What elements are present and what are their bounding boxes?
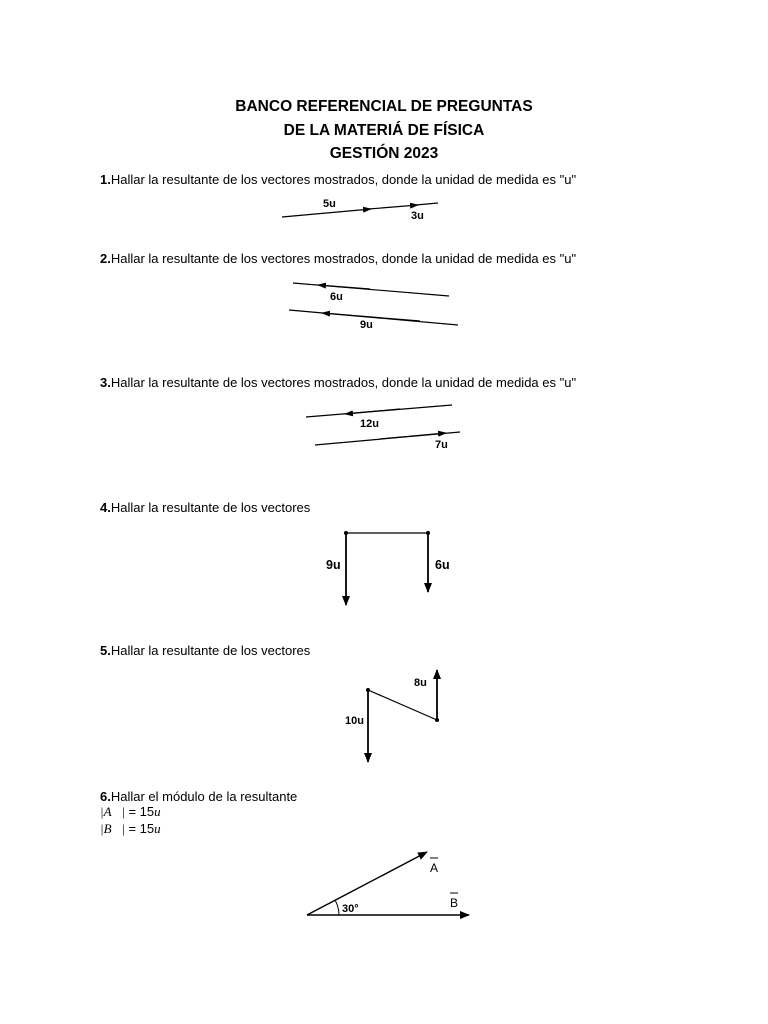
label-12u: 12u (360, 418, 379, 430)
joint-left (344, 531, 348, 535)
angle-arc (335, 900, 339, 915)
modulus-a-vector: |A⃗| (100, 804, 126, 819)
figure-1 (282, 198, 438, 222)
question-6-text: Hallar el módulo de la resultante (110, 789, 298, 804)
label-9u: 9u (360, 319, 373, 331)
joint-right (426, 531, 430, 535)
modulus-b-unit: u (154, 821, 161, 836)
figure-6 (307, 852, 469, 915)
question-1-number: 1. (100, 172, 111, 187)
vector-12u (345, 409, 400, 414)
label-8u: 8u (414, 677, 427, 689)
label-a: A (430, 861, 439, 875)
question-1-text: Hallar la resultante de los vectores mostrados, donde la unidad de medida es "u" (110, 172, 577, 187)
vector-5u (282, 209, 371, 217)
figure-4 (326, 531, 450, 605)
header-line-2: DE LA MATERIÁ DE FÍSICA (283, 122, 485, 139)
label-angle: 30° (342, 903, 359, 915)
label-6u-q4: 6u (435, 558, 450, 572)
vector-a (307, 852, 427, 915)
label-7u: 7u (435, 439, 448, 451)
question-3-text: Hallar la resultante de los vectores mostrados, donde la unidad de medida es "u" (110, 375, 577, 390)
question-2-text: Hallar la resultante de los vectores mostrados, donde la unidad de medida es "u" (110, 251, 577, 266)
joint-bottom (435, 718, 439, 722)
figure-3 (306, 405, 460, 451)
question-4-number: 4. (100, 500, 111, 515)
figure-5 (345, 670, 439, 762)
label-6u: 6u (330, 291, 343, 303)
label-3u: 3u (411, 210, 424, 222)
modulus-a-value: = 15 (128, 804, 155, 819)
question-5-number: 5. (100, 643, 111, 658)
label-9u-q4: 9u (326, 558, 341, 572)
header-line-1: BANCO REFERENCIAL DE PREGUNTAS (235, 98, 533, 115)
header-line-3: GESTIÓN 2023 (329, 145, 439, 162)
joint-top (366, 688, 370, 692)
question-5-text: Hallar la resultante de los vectores (110, 643, 311, 658)
label-b: B (450, 896, 459, 910)
question-3-number: 3. (100, 375, 111, 390)
vector-6u (318, 285, 370, 289)
figure-2 (289, 283, 458, 331)
question-2-number: 2. (100, 251, 111, 266)
label-10u: 10u (345, 715, 364, 727)
connector-diagonal (368, 690, 437, 720)
vector-3u (369, 205, 418, 209)
line-6u (293, 283, 449, 296)
modulus-a-unit: u (154, 804, 161, 819)
label-5u: 5u (323, 198, 336, 210)
line-extension (416, 203, 438, 205)
question-4-text: Hallar la resultante de los vectores (110, 500, 311, 515)
modulus-b-value: = 15 (128, 821, 155, 836)
modulus-b-vector: |B⃗| (100, 821, 126, 836)
question-6-number: 6. (100, 789, 111, 804)
